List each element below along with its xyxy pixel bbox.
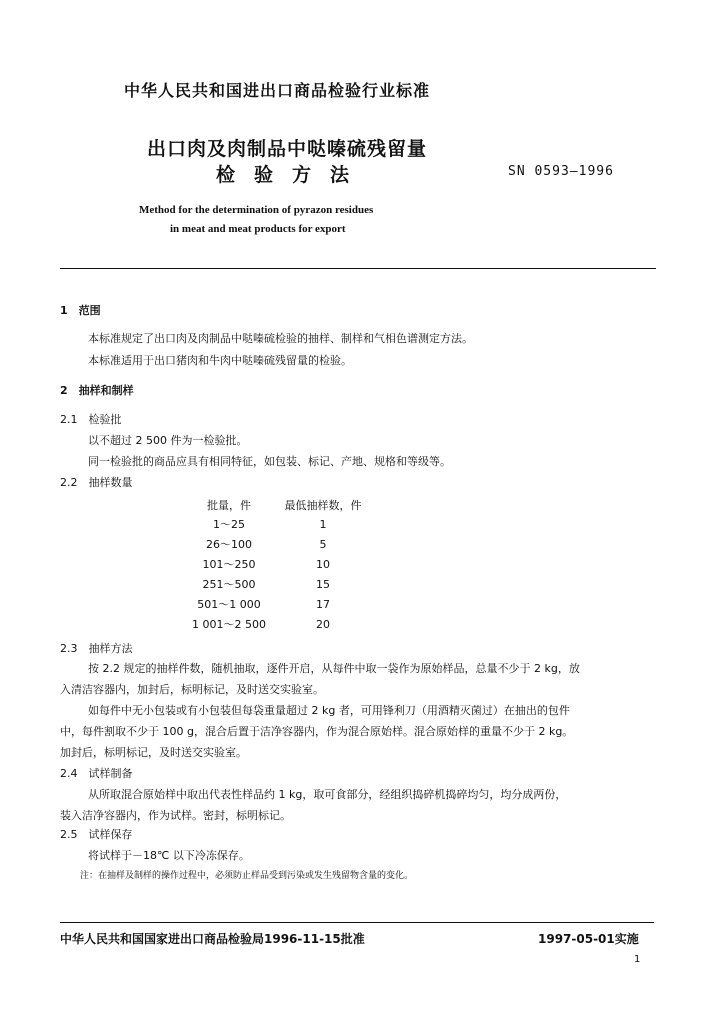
issuing-standard-title: 中华人民共和国进出口商品检验行业标准 <box>124 81 431 100</box>
table-header-row <box>180 496 368 514</box>
section-2-3-line-5: 加封后，标明标记，及时送交实验室。 <box>60 746 247 759</box>
section-1-paragraph-2: 本标准适用于出口猪肉和牛肉中哒嗪硫残留量的检验。 <box>88 354 352 367</box>
column-header-min-samples: 最低抽样数，件 <box>284 499 362 512</box>
section-2-3-line-4: 中，每件割取不少于 100 g，混合后置于洁净容器内，作为混合原始样。混合原始样的重量不少于 2 kg。 <box>60 725 574 738</box>
sample-count-cell: 1 <box>319 517 327 531</box>
implementation-date: 1997-05-01实施 <box>538 932 639 946</box>
section-2-3-line-2: 入清洁容器内，加封后，标明标记，及时送交实验室。 <box>60 683 324 696</box>
section-2-2-heading: 2.2 抽样数量 <box>60 476 133 489</box>
section-2-1-heading: 2.1 检验批 <box>60 413 122 426</box>
lot-size-cell: 1～25 <box>213 518 245 531</box>
table-row <box>180 554 368 574</box>
header-divider <box>60 268 656 269</box>
section-2-4-line-1: 从所取混合原始样中取出代表性样品约 1 kg，取可食部分，经组织捣碎机捣碎均匀，均分成两份， <box>88 788 567 801</box>
sample-count-cell: 20 <box>316 617 330 631</box>
table-row <box>180 594 368 614</box>
section-2-3-line-3: 如每件中无小包装或有小包装但每袋重量超过 2 kg 者，可用锋利刀（用酒精灭菌过）在抽出的包件 <box>88 704 570 717</box>
section-2-4-line-2: 装入洁净容器内，作为试样。密封，标明标记。 <box>60 809 291 822</box>
section-2-1-paragraph-1: 以不超过 2 500 件为一检验批。 <box>88 434 248 447</box>
table-row <box>180 534 368 554</box>
lot-size-cell: 1 001～2 500 <box>192 618 266 631</box>
lot-size-cell: 101～250 <box>202 558 256 571</box>
table-row <box>180 614 368 634</box>
table-row <box>180 574 368 594</box>
footer-divider <box>60 922 654 923</box>
sample-count-cell: 5 <box>319 537 327 551</box>
table-row <box>180 514 368 534</box>
document-title-line1: 出口肉及肉制品中哒嗪硫残留量 <box>147 138 428 160</box>
section-2-5-line-1: 将试样于－18℃ 以下冷冻保存。 <box>88 849 250 862</box>
sampling-quantity-table <box>180 496 368 634</box>
section-1-paragraph-1: 本标准规定了出口肉及肉制品中哒嗪硫检验的抽样、制样和气相色谱测定方法。 <box>88 332 473 345</box>
column-header-lot-size: 批量，件 <box>207 499 251 512</box>
english-title-line1: Method for the determination of pyrazon residues <box>139 204 374 216</box>
section-2-heading: 2 抽样和制样 <box>60 384 134 397</box>
section-2-5-heading: 2.5 试样保存 <box>60 828 133 841</box>
sample-count-cell: 17 <box>316 597 330 611</box>
page-number: 1 <box>634 954 641 965</box>
section-2-5-note: 注：在抽样及制样的操作过程中，必须防止样品受到污染或发生残留物含量的变化。 <box>80 871 414 881</box>
section-1-heading: 1 范围 <box>60 304 101 317</box>
sample-count-cell: 15 <box>316 577 330 591</box>
section-2-1-paragraph-2: 同一检验批的商品应具有相同特征，如包装、标记、产地、规格和等级等。 <box>88 455 451 468</box>
english-title-line2: in meat and meat products for export <box>170 223 346 235</box>
lot-size-cell: 501～1 000 <box>197 598 261 611</box>
section-2-3-heading: 2.3 抽样方法 <box>60 642 133 655</box>
section-2-4-heading: 2.4 试样制备 <box>60 767 133 780</box>
section-2-3-line-1: 按 2.2 规定的抽样件数，随机抽取，逐件开启，从每件中取一袋作为原始样品，总量不少于 2 kg，放 <box>88 662 580 675</box>
standard-code: SN 0593—1996 <box>508 164 614 179</box>
approval-statement: 中华人民共和国国家进出口商品检验局1996-11-15批准 <box>60 932 365 946</box>
sample-count-cell: 10 <box>316 557 330 571</box>
lot-size-cell: 26～100 <box>206 538 252 551</box>
document-title-line2: 检验方法 <box>216 164 369 186</box>
lot-size-cell: 251～500 <box>202 578 256 591</box>
